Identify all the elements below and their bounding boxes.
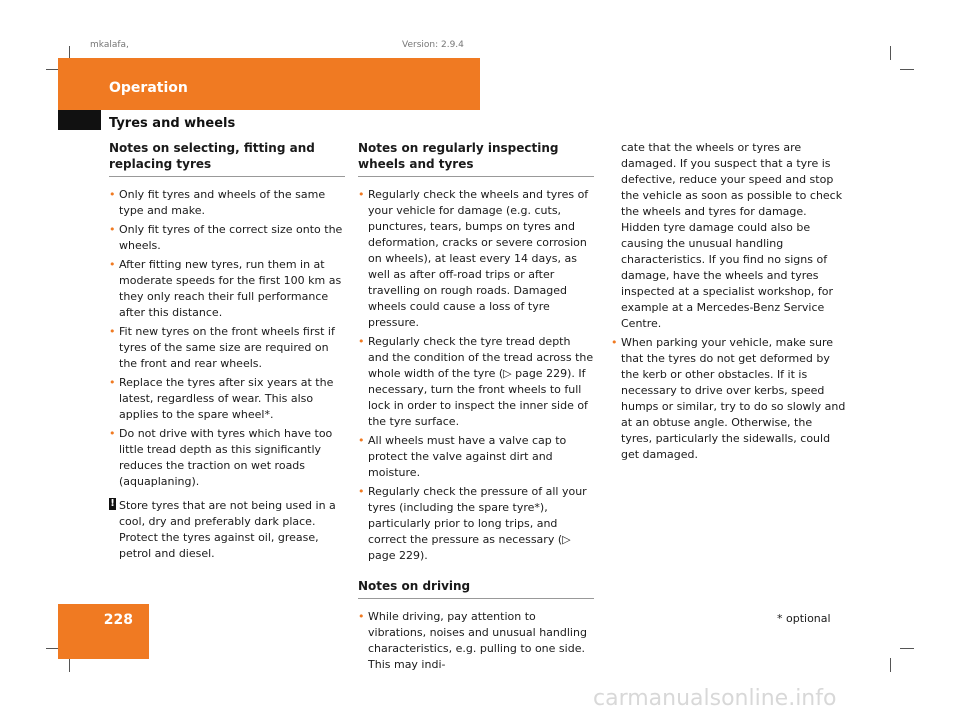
list-item-text: Only fit tyres and wheels of the same type and make. <box>119 188 326 217</box>
list-item <box>358 609 594 673</box>
list-item <box>109 257 345 321</box>
continued-paragraph: cate that the wheels or tyres are damaged. If you suspect that a tyre is defective, reduce your speed and stop the vehicle as soon as possible to check the wheels and tyres for damage. Hidden tyre damage could also be causing the unusual handling characteristics. If you find no signs of damage, have the wheels and tyres inspected at a specialist workshop, for example at a Mercedes-Benz Service Centre. <box>621 141 843 330</box>
list-item-text: After fitting new tyres, run them in at moderate speeds for the first 100 km as they only reach their full performance after this distance. <box>119 258 342 319</box>
watermark: carmanualsonline.info <box>593 686 837 711</box>
section-tab <box>58 110 101 130</box>
bullet-icon: • <box>358 335 365 348</box>
page-title: Tyres and wheels <box>109 116 236 131</box>
version-meta: Version: 2.9.4 <box>402 40 464 50</box>
list-item-text: Regularly check the wheels and tyres of your vehicle for damage (e.g. cuts, punctures, tears, bumps on tyres and deformation, cracks or severe corrosion on wheels), at least every 14 days, as well as after off-road trips or after travelling on rough roads. Damaged wheels could cause a loss of tyre pressure. <box>368 188 589 329</box>
col2-driving-list <box>358 609 594 673</box>
author-meta: mkalafa, <box>90 40 129 50</box>
crop-mark <box>900 648 914 649</box>
list-item <box>611 335 846 463</box>
bullet-icon: • <box>109 325 116 338</box>
column-3 <box>611 140 846 466</box>
list-item-text: Do not drive with tyres which have too little tread depth as this significantly reduces the traction on wet roads (aquaplaning). <box>119 427 333 488</box>
list-item <box>109 426 345 490</box>
crop-mark <box>69 658 70 672</box>
exclamation-icon: ! <box>110 498 115 509</box>
bullet-icon: • <box>358 610 365 623</box>
list-item-text: Regularly check the tyre tread depth and the condition of the tread across the whole width of the tyre (▷ page 229). If necessary, turn the front wheels to full lock in order to inspect the inner side of the tyre surface. <box>368 335 594 428</box>
list-item <box>109 375 345 423</box>
col2-heading: Notes on regularly inspecting wheels and tyres <box>358 140 594 177</box>
bullet-icon: • <box>109 258 116 271</box>
bullet-icon: • <box>358 188 365 201</box>
caution-note <box>109 498 345 562</box>
list-item-text: Regularly check the pressure of all your tyres (including the spare tyre*), particularly prior to long trips, and correct the pressure as necessary (▷ page 229). <box>368 485 587 562</box>
bullet-icon: • <box>109 427 116 440</box>
list-item <box>358 187 594 331</box>
list-item <box>109 324 345 372</box>
bullet-icon: • <box>109 376 116 389</box>
list-item-text: Replace the tyres after six years at the latest, regardless of wear. This also applies to the spare wheel*. <box>119 376 334 421</box>
column-2 <box>358 140 594 676</box>
bullet-icon: • <box>358 434 365 447</box>
bullet-icon: • <box>109 188 116 201</box>
section-title: Operation <box>109 80 188 96</box>
list-item <box>109 187 345 219</box>
column-1 <box>109 140 345 562</box>
caution-note-text: Store tyres that are not being used in a cool, dry and preferably dark place. Protect the tyres against oil, grease, petrol and diesel. <box>119 499 336 560</box>
page-number: 228 <box>103 612 133 628</box>
footnote: * optional <box>777 612 831 625</box>
col2-heading-driving: Notes on driving <box>358 578 594 599</box>
bullet-icon: • <box>109 223 116 236</box>
crop-mark <box>890 46 891 60</box>
list-item <box>358 433 594 481</box>
list-item <box>358 484 594 564</box>
bullet-icon: • <box>358 485 365 498</box>
list-item-text: Fit new tyres on the front wheels first if tyres of the same size are required on the front and rear wheels. <box>119 325 335 370</box>
list-item <box>358 334 594 430</box>
crop-mark <box>900 69 914 70</box>
col2-bullet-list <box>358 187 594 564</box>
list-item-text: When parking your vehicle, make sure that the tyres do not get deformed by the kerb or other obstacles. If it is necessary to drive over kerbs, speed humps or similar, try to do so slowly and at an obtuse angle. Otherwise, the tyres, particularly the sidewalls, could get damaged. <box>621 336 846 461</box>
bullet-icon: • <box>611 336 618 349</box>
col1-bullet-list <box>109 187 345 490</box>
crop-mark <box>890 658 891 672</box>
list-item-text: All wheels must have a valve cap to protect the valve against dirt and moisture. <box>368 434 567 479</box>
list-item-text: Only fit tyres of the correct size onto the wheels. <box>119 223 343 252</box>
list-item-text: While driving, pay attention to vibrations, noises and unusual handling characteristics, e.g. pulling to one side. This may indi- <box>368 610 587 671</box>
list-item <box>109 222 345 254</box>
col3-bullet-list <box>611 335 846 463</box>
col1-heading: Notes on selecting, fitting and replacing tyres <box>109 140 345 177</box>
